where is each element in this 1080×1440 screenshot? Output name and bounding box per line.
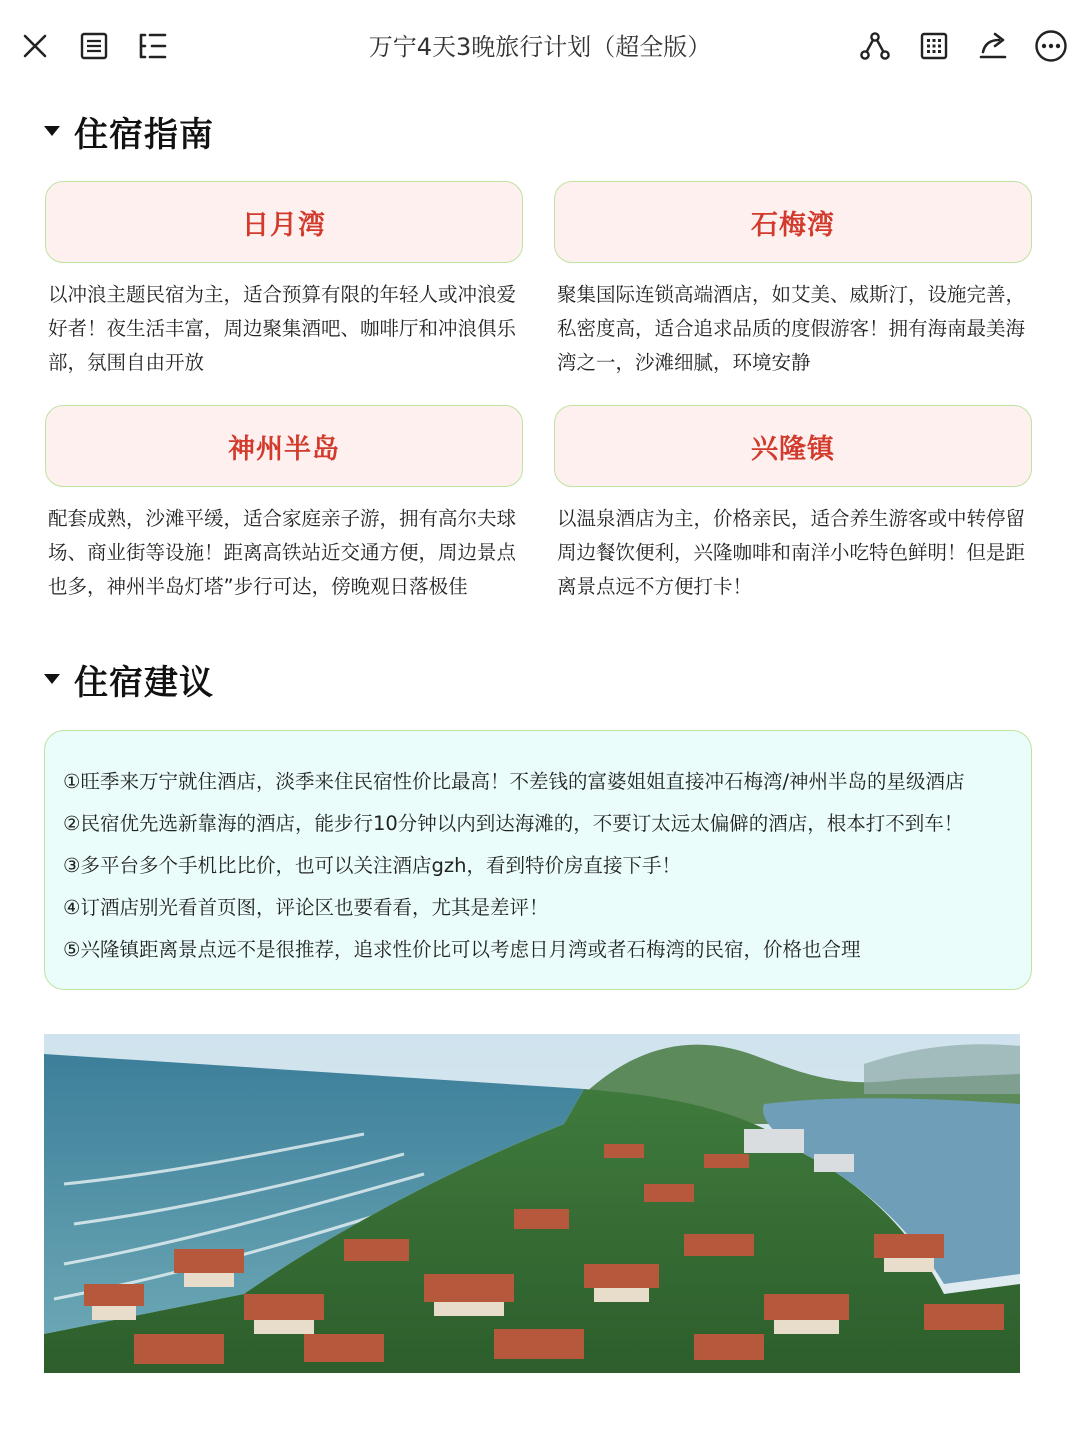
more-icon[interactable]: [1033, 28, 1069, 64]
close-icon[interactable]: [17, 28, 53, 64]
section-heading-accommodation-guide: [44, 107, 214, 155]
section-title: 住宿指南: [74, 114, 214, 155]
share-network-icon[interactable]: [857, 28, 893, 64]
collapse-triangle-icon[interactable]: [44, 126, 60, 136]
resort-aerial-photo: [44, 1034, 1020, 1373]
tips-box: [44, 730, 1032, 990]
collapse-triangle-icon[interactable]: [44, 674, 60, 684]
outline-icon[interactable]: [135, 28, 171, 64]
tip-item: ⑤兴隆镇距离景点远不是很推荐，追求性价比可以考虑日月湾或者石梅湾的民宿，价格也合理: [63, 938, 861, 961]
area-card-shenzhou-peninsula: [45, 405, 523, 487]
area-title: 石梅湾: [751, 209, 835, 241]
area-desc-xinglong-town: 以温泉酒店为主，价格亲民，适合养生游客或中转停留周边餐饮便利，兴隆咖啡和南洋小吃特色鲜明！但是距离景点远不方便打卡！: [557, 507, 1026, 598]
area-title: 日月湾: [242, 209, 326, 241]
area-desc-shimeiwan: 聚集国际连锁高端酒店，如艾美、威斯汀，设施完善，私密度高，适合追求品质的度假游客！拥有海南最美海湾之一，沙滩细腻，环境安静: [557, 283, 1026, 374]
tip-item: ③多平台多个手机比比价，也可以关注酒店gzh，看到特价房直接下手！: [63, 854, 681, 877]
area-title: 兴隆镇: [751, 433, 835, 465]
area-desc-shenzhou-peninsula: 配套成熟，沙滩平缓，适合家庭亲子游，拥有高尔夫球场、商业街等设施！距离高铁站近交通方便，周边景点也多，神州半岛灯塔”步行可达，傍晚观日落极佳: [48, 507, 517, 598]
area-desc-riyuewan: 以冲浪主题民宿为主，适合预算有限的年轻人或冲浪爱好者！夜生活丰富，周边聚集酒吧、咖啡厅和冲浪俱乐部，氛围自由开放: [48, 283, 517, 374]
list-icon[interactable]: [76, 28, 112, 64]
section-title: 住宿建议: [74, 662, 214, 703]
area-card-riyuewan: [45, 181, 523, 263]
area-card-shimeiwan: [554, 181, 1032, 263]
page-title: 万宁4天3晚旅行计划（超全版）: [368, 33, 712, 61]
grid-icon[interactable]: [916, 28, 952, 64]
tip-item: ①旺季来万宁就住酒店，淡季来住民宿性价比最高！不差钱的富婆姐姐直接冲石梅湾/神州半岛的星级酒店: [63, 770, 965, 793]
area-card-xinglong-town: [554, 405, 1032, 487]
section-heading-accommodation-tips: [44, 655, 214, 703]
area-title: 神州半岛: [228, 433, 340, 465]
tip-item: ②民宿优先选新靠海的酒店，能步行10分钟以内到达海滩的，不要订太远太偏僻的酒店，根本打不到车！: [63, 812, 964, 835]
top-bar: [0, 0, 1080, 96]
forward-icon[interactable]: [975, 28, 1011, 64]
tip-item: ④订酒店别光看首页图，评论区也要看看，尤其是差评！: [63, 896, 549, 919]
